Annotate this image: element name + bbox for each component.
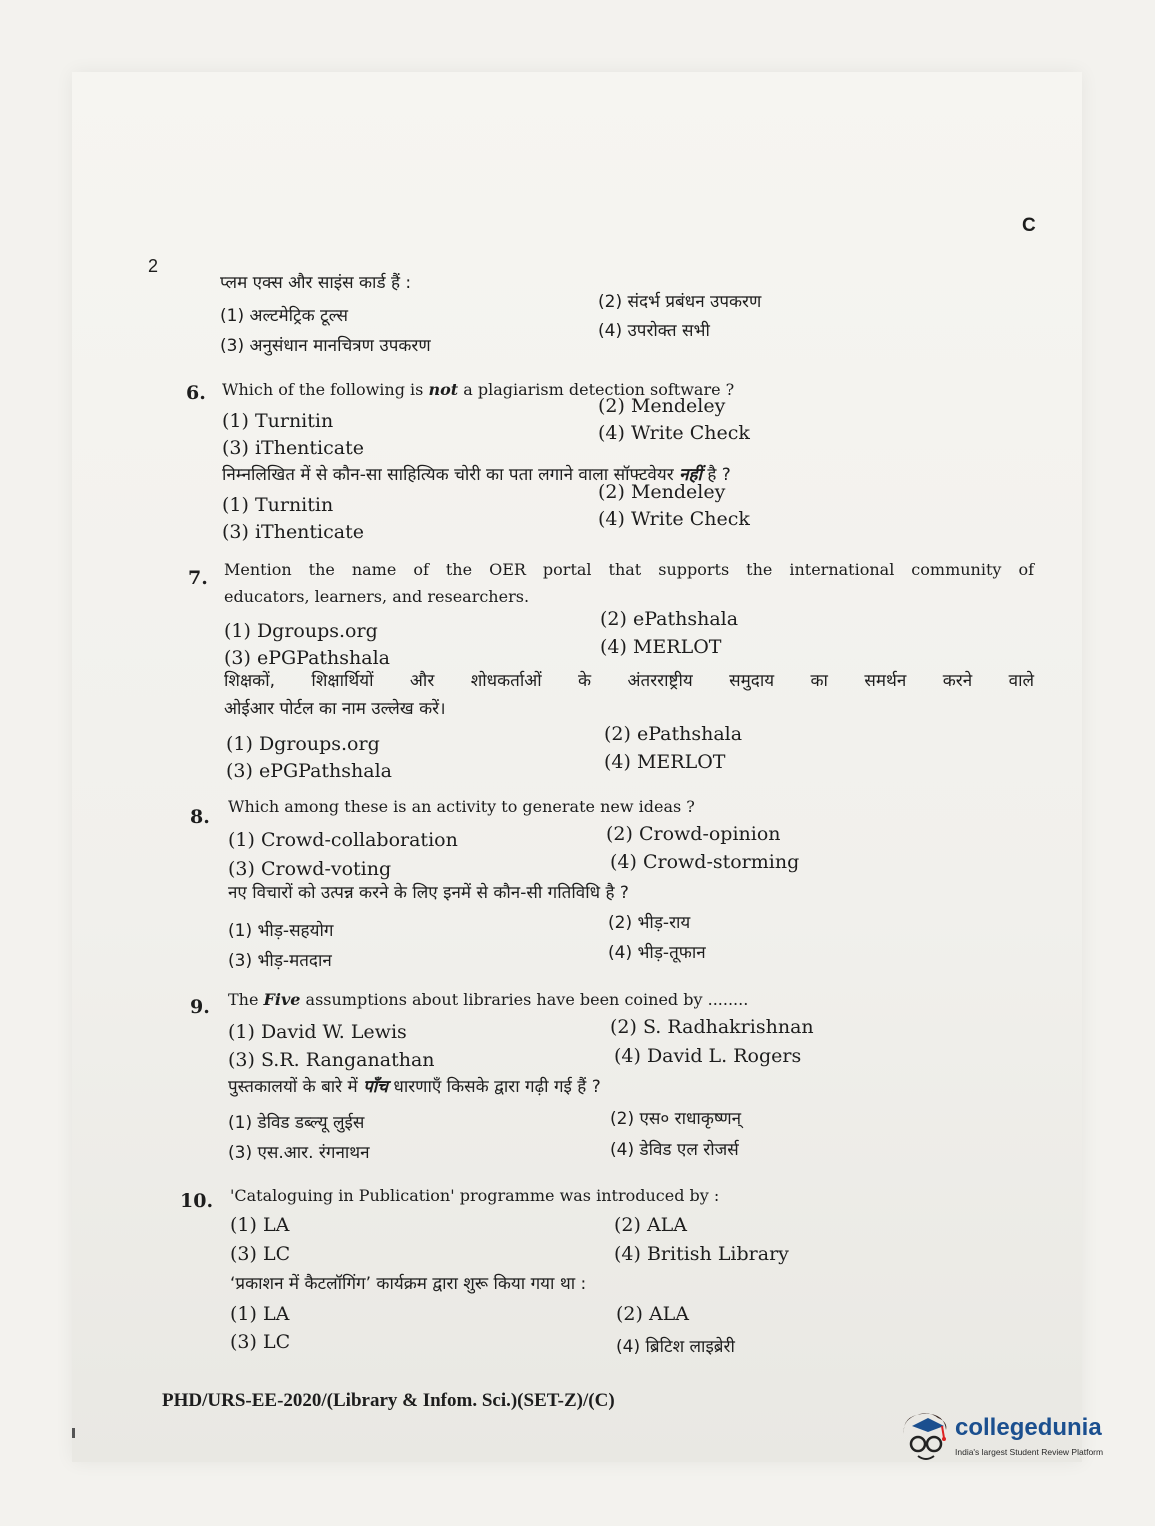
q9-option-3: (3) S.R. Ranganathan	[228, 1049, 435, 1071]
q6-hi-text-b: है ?	[701, 465, 731, 485]
footer-code: PHD/URS-EE-2020/(Library & Infom. Sci.)(SET-Z)/(C)	[162, 1390, 615, 1411]
q8-number: 8.	[190, 806, 210, 828]
q10-hi-option-3: (3) LC	[230, 1331, 291, 1353]
q8-hi-option-1: (1) भीड़-सहयोग	[228, 921, 334, 941]
q9-option-1: (1) David W. Lewis	[228, 1021, 407, 1043]
q6-hi-option-2: (2) Mendeley	[598, 481, 726, 503]
q10-hindi-question: ‘प्रकाशन में कैटलॉगिंग’ कार्यक्रम द्वारा शुरू किया गया था :	[230, 1274, 587, 1294]
scan-mark	[72, 1428, 75, 1438]
q7-hi-option-2: (2) ePathshala	[604, 723, 743, 745]
q9-text-b: assumptions about libraries have been coined by ........	[300, 990, 749, 1009]
q6-option-4: (4) Write Check	[598, 422, 750, 444]
q9-hi-option-4: (4) डेविड एल रोजर्स	[610, 1140, 739, 1160]
q8-hi-option-3: (3) भीड़-मतदान	[228, 951, 332, 971]
q5-option-3: (3) अनुसंधान मानचित्रण उपकरण	[220, 336, 431, 356]
q7-option-1: (1) Dgroups.org	[224, 620, 378, 642]
q7-english-line-2: educators, learners, and researchers.	[224, 587, 530, 606]
q9-hi-text-a: पुस्तकालयों के बारे में	[228, 1077, 364, 1097]
q7-hindi-line-1: शिक्षकों, शिक्षार्थियों और शोधकर्ताओं के अंतरराष्ट्रीय समुदाय का समर्थन करने वाले	[224, 671, 1034, 691]
q9-option-4: (4) David L. Rogers	[614, 1045, 802, 1067]
q9-hindi-question	[228, 1074, 601, 1097]
q6-hi-option-3: (3) iThenticate	[222, 521, 364, 543]
q9-hi-emphasis: पाँच	[363, 1077, 388, 1097]
q9-hi-option-2: (2) एस० राधाकृष्णन्	[610, 1109, 742, 1129]
q6-hi-option-1: (1) Turnitin	[222, 494, 334, 516]
page-number: 2	[148, 256, 159, 276]
q6-text-b: a plagiarism detection software ?	[458, 380, 735, 399]
q8-hindi-question: नए विचारों को उत्पन्न करने के लिए इनमें से कौन-सी गतिविधि है ?	[228, 883, 629, 903]
brand-tagline: India's largest Student Review Platform	[955, 1447, 1104, 1457]
q9-hi-text-b: धारणाएँ किसके द्वारा गढ़ी गई हैं ?	[387, 1077, 601, 1097]
q8-option-4: (4) Crowd-storming	[610, 851, 800, 873]
q5-option-2: (2) संदर्भ प्रबंधन उपकरण	[598, 292, 762, 312]
q9-english-question	[228, 990, 748, 1009]
q8-english-question: Which among these is an activity to generate new ideas ?	[228, 797, 695, 816]
q5-hindi-tail: प्लम एक्स और साइंस कार्ड हैं :	[220, 273, 412, 293]
q8-option-3: (3) Crowd-voting	[228, 858, 392, 880]
q10-option-1: (1) LA	[230, 1214, 290, 1236]
q10-hi-option-4: (4) ब्रिटिश लाइब्रेरी	[616, 1337, 735, 1357]
q7-number: 7.	[188, 567, 208, 589]
q8-option-2: (2) Crowd-opinion	[606, 823, 781, 845]
q6-option-2: (2) Mendeley	[598, 395, 726, 417]
q10-english-question: 'Cataloguing in Publication' programme was introduced by :	[230, 1186, 720, 1205]
q10-option-4: (4) British Library	[614, 1243, 789, 1265]
q9-hi-option-1: (1) डेविड डब्ल्यू लुईस	[228, 1113, 365, 1133]
q6-hi-option-4: (4) Write Check	[598, 508, 750, 530]
q6-hi-emphasis: नहीं	[679, 465, 702, 485]
q7-hi-option-3: (3) ePGPathshala	[226, 760, 393, 782]
q7-hindi-line-2: ओईआर पोर्टल का नाम उल्लेख करें।	[224, 699, 446, 719]
q8-option-1: (1) Crowd-collaboration	[228, 829, 458, 851]
q9-emphasis: Five	[263, 990, 301, 1009]
q6-hi-text-a: निम्नलिखित में से कौन-सा साहित्यिक चोरी का पता लगाने वाला सॉफ्टवेयर	[222, 465, 680, 485]
brand-name: collegedunia	[955, 1414, 1102, 1441]
q9-hi-option-3: (3) एस.आर. रंगनाथन	[228, 1143, 370, 1163]
q10-option-2: (2) ALA	[614, 1214, 688, 1236]
q10-hi-option-2: (2) ALA	[616, 1303, 690, 1325]
q6-number: 6.	[186, 382, 206, 404]
watermark-logo	[898, 1410, 1128, 1474]
q9-option-2: (2) S. Radhakrishnan	[610, 1016, 814, 1038]
q6-emphasis: not	[428, 380, 459, 399]
set-code: C	[1022, 215, 1036, 236]
q8-hi-option-4: (4) भीड़-तूफान	[608, 943, 706, 963]
q8-hi-option-2: (2) भीड़-राय	[608, 913, 691, 933]
q7-option-2: (2) ePathshala	[600, 608, 739, 630]
q6-text-a: Which of the following is	[222, 380, 429, 399]
q9-number: 9.	[190, 996, 210, 1018]
q9-text-a: The	[228, 990, 264, 1009]
q7-option-4: (4) MERLOT	[600, 636, 722, 658]
q5-option-1: (1) अल्टमेट्रिक टूल्स	[220, 306, 348, 326]
q10-number: 10.	[180, 1190, 214, 1212]
mascot-icon	[898, 1410, 954, 1472]
q7-english-line-1: Mention the name of the OER portal that supports the international community of	[224, 560, 1034, 579]
q10-hi-option-1: (1) LA	[230, 1303, 290, 1325]
q6-option-1: (1) Turnitin	[222, 410, 334, 432]
q7-hi-option-4: (4) MERLOT	[604, 751, 726, 773]
q7-hi-option-1: (1) Dgroups.org	[226, 733, 380, 755]
q7-option-3: (3) ePGPathshala	[224, 647, 391, 669]
q10-option-3: (3) LC	[230, 1243, 291, 1265]
q6-option-3: (3) iThenticate	[222, 437, 364, 459]
q5-option-4: (4) उपरोक्त सभी	[598, 321, 710, 341]
